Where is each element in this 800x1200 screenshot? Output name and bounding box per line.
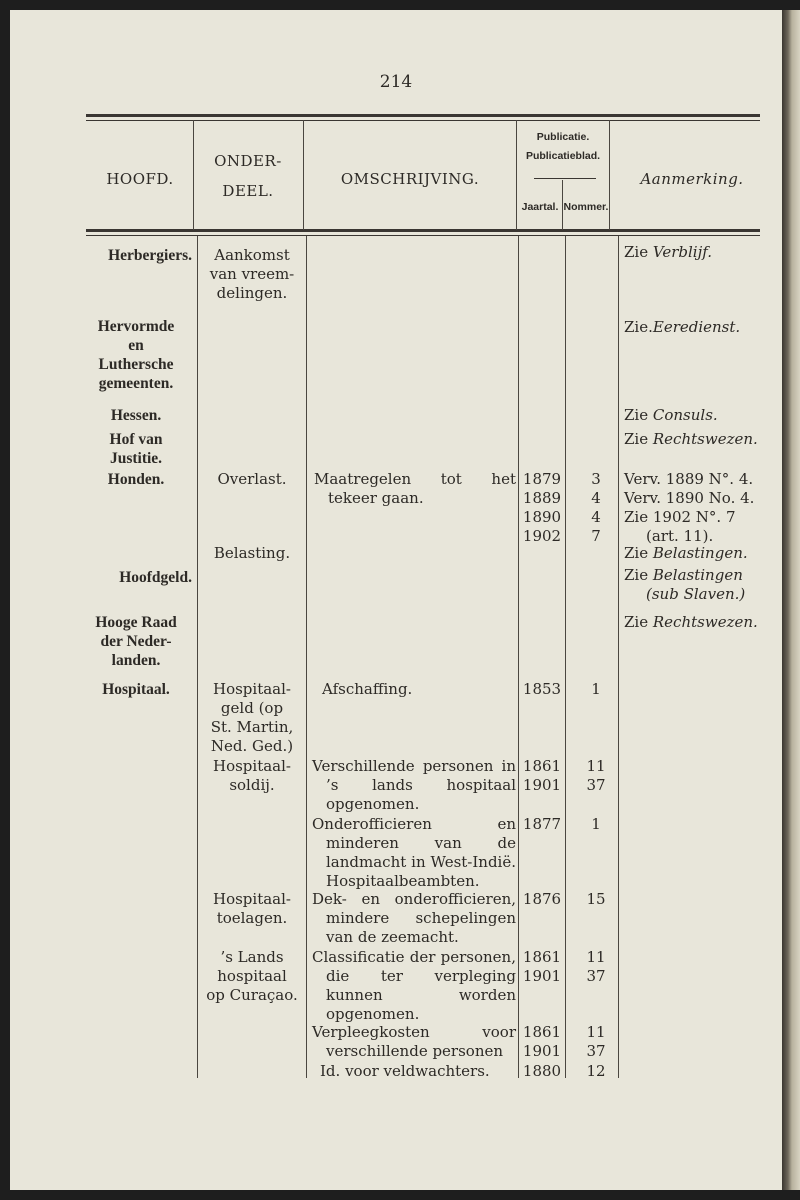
nommer-onderofficieren: 1 xyxy=(591,815,601,833)
page-edge xyxy=(782,10,800,1190)
aanmerking-ref: Rechtswezen. xyxy=(652,430,758,448)
onderdeel-lands-hospitaal: ’s Lands hospitaal op Curaçao. xyxy=(206,948,298,1004)
header-rule-thin xyxy=(86,235,760,236)
omschrijving-onderofficieren: Onderofficieren en minderen van de landmacht in West-Indië. Hospitaalbeambten. xyxy=(312,815,516,890)
onderdeel-hospitaalgeld: Hospitaal- geld (op St. Martin, Ned. Ged.) xyxy=(210,680,294,755)
aanmerking-zie: Zie xyxy=(624,544,649,562)
aanmerking-ref: Belastingen xyxy=(652,566,743,584)
onderdeel-overlast: Overlast. xyxy=(217,470,287,488)
aanmerking-verv-1890: Verv. 1890 No. 4. xyxy=(624,489,755,507)
header-col-line xyxy=(609,120,610,230)
header-onderdeel-line2: DEEL. xyxy=(222,182,274,200)
onderdeel-hospitaalsoldij: Hospitaal- soldij. xyxy=(213,757,291,794)
top-rule-thin xyxy=(86,120,760,121)
document-page xyxy=(10,10,782,1190)
omschrijving-verschillende: Verschillende personen in ’s lands hospitaal opgenomen. xyxy=(312,757,516,813)
jaartal-verschillende: 1861 1901 xyxy=(522,757,562,794)
publicatie-underline xyxy=(534,178,596,179)
aanmerking-zie: Zie xyxy=(624,430,649,448)
col-line xyxy=(306,236,307,1078)
top-rule xyxy=(86,114,760,117)
nommer-veldwachters: 12 xyxy=(586,1062,606,1080)
col-line xyxy=(518,236,519,1078)
omschrijving-honden: Maatregelen tot het tekeer gaan. xyxy=(314,470,516,507)
aanmerking-zie: Zie xyxy=(624,243,649,261)
header-aanmerking: Aanmerking. xyxy=(640,170,744,188)
jaartal-honden: 1879 1889 1890 1902 xyxy=(522,470,562,545)
omschrijving-afschaffing: Afschaffing. xyxy=(322,680,413,698)
nommer-afschaffing: 1 xyxy=(591,680,601,698)
header-hoofd: HOOFD. xyxy=(106,170,174,188)
header-jaartal: Jaartal. xyxy=(521,201,559,213)
jaartal-dek: 1876 xyxy=(522,890,562,908)
header-publicatie: Publicatie. xyxy=(536,131,590,143)
aanmerking-zie: Zie. xyxy=(624,318,653,336)
header-publicatieblad: Publicatieblad. xyxy=(525,150,601,162)
header-rule xyxy=(86,229,760,232)
aanmerking-rechtswezen-2 xyxy=(624,613,780,632)
hoofd-honden: Honden. xyxy=(107,471,165,488)
col-line xyxy=(565,236,566,1078)
aanmerking-zie: Zie xyxy=(624,406,649,424)
nommer-honden: 3 4 4 7 xyxy=(591,470,601,545)
jaartal-classificatie: 1861 1901 xyxy=(522,948,562,985)
aanmerking-belastingen xyxy=(624,544,780,563)
nommer-classificatie: 11 37 xyxy=(586,948,606,985)
hoofd-hof-van-justitie: Hof van Justitie. xyxy=(109,431,163,467)
aanmerking-zie-1902: Zie 1902 N°. 7 xyxy=(624,508,736,526)
jaartal-afschaffing: 1853 xyxy=(522,680,562,698)
jaartal-verpleegkosten: 1861 1901 xyxy=(522,1023,562,1060)
onderdeel-aankomst: Aankomst van vreem- delingen. xyxy=(209,246,295,302)
jaartal-onderofficieren: 1877 xyxy=(522,815,562,833)
aanmerking-eeredienst xyxy=(624,318,780,337)
jaartal-veldwachters: 1880 xyxy=(522,1062,562,1080)
aanmerking-ref: Consuls. xyxy=(652,406,718,424)
header-nommer: Nommer. xyxy=(563,201,609,213)
aanmerking-belastingen-slaven xyxy=(624,566,780,585)
hoofd-hospitaal: Hospitaal. xyxy=(102,681,170,698)
onderdeel-belasting: Belasting. xyxy=(213,544,291,562)
omschrijving-veldwachters: Id. voor veldwachters. xyxy=(320,1062,490,1080)
aanmerking-ref: Rechtswezen. xyxy=(652,613,758,631)
hoofd-herbergiers: Herbergiers. xyxy=(108,247,192,264)
aanmerking-zie: Zie xyxy=(624,566,649,584)
aanmerking-verv-1889: Verv. 1889 N°. 4. xyxy=(624,470,754,488)
header-omschrijving: OMSCHRIJVING. xyxy=(340,170,480,188)
hoofd-hoofdgeld: Hoofdgeld. xyxy=(119,569,192,586)
aanmerking-art: (art. 11). xyxy=(646,527,714,545)
aanmerking-zie: Zie xyxy=(624,613,649,631)
onderdeel-hospitaaltoelagen: Hospitaal- toelagen. xyxy=(213,890,291,927)
omschrijving-dek: Dek- en onderofficieren, mindere schepelingen van de zeemacht. xyxy=(312,890,516,946)
omschrijving-classificatie: Classificatie der personen, die ter verpleging kunnen worden opgenomen. xyxy=(312,948,516,1023)
col-line xyxy=(618,236,619,1078)
aanmerking-ref: Belastingen. xyxy=(652,544,748,562)
hoofd-hooge-raad: Hooge Raad der Neder- landen. xyxy=(95,614,177,669)
nommer-verpleegkosten: 11 37 xyxy=(586,1023,606,1060)
header-onderdeel-line1: ONDER- xyxy=(214,152,282,170)
aanmerking-rechtswezen xyxy=(624,430,780,449)
aanmerking-verblijf xyxy=(624,243,780,262)
aanmerking-ref: Verblijf. xyxy=(652,243,713,261)
header-col-line xyxy=(193,120,194,230)
aanmerking-consuls xyxy=(624,406,780,425)
nommer-dek: 15 xyxy=(586,890,606,908)
header-col-line xyxy=(303,120,304,230)
hoofd-hessen: Hessen. xyxy=(110,407,162,424)
hoofd-hervormde: Hervormde en Luthersche gemeenten. xyxy=(97,318,175,392)
aanmerking-ref: Eeredienst. xyxy=(652,318,741,336)
aanmerking-sub-slaven: (sub Slaven.) xyxy=(646,585,746,603)
nommer-verschillende: 11 37 xyxy=(586,757,606,794)
page-number: 214 xyxy=(379,72,413,92)
omschrijving-verpleegkosten: Verpleegkosten voor verschillende personen xyxy=(312,1023,516,1060)
